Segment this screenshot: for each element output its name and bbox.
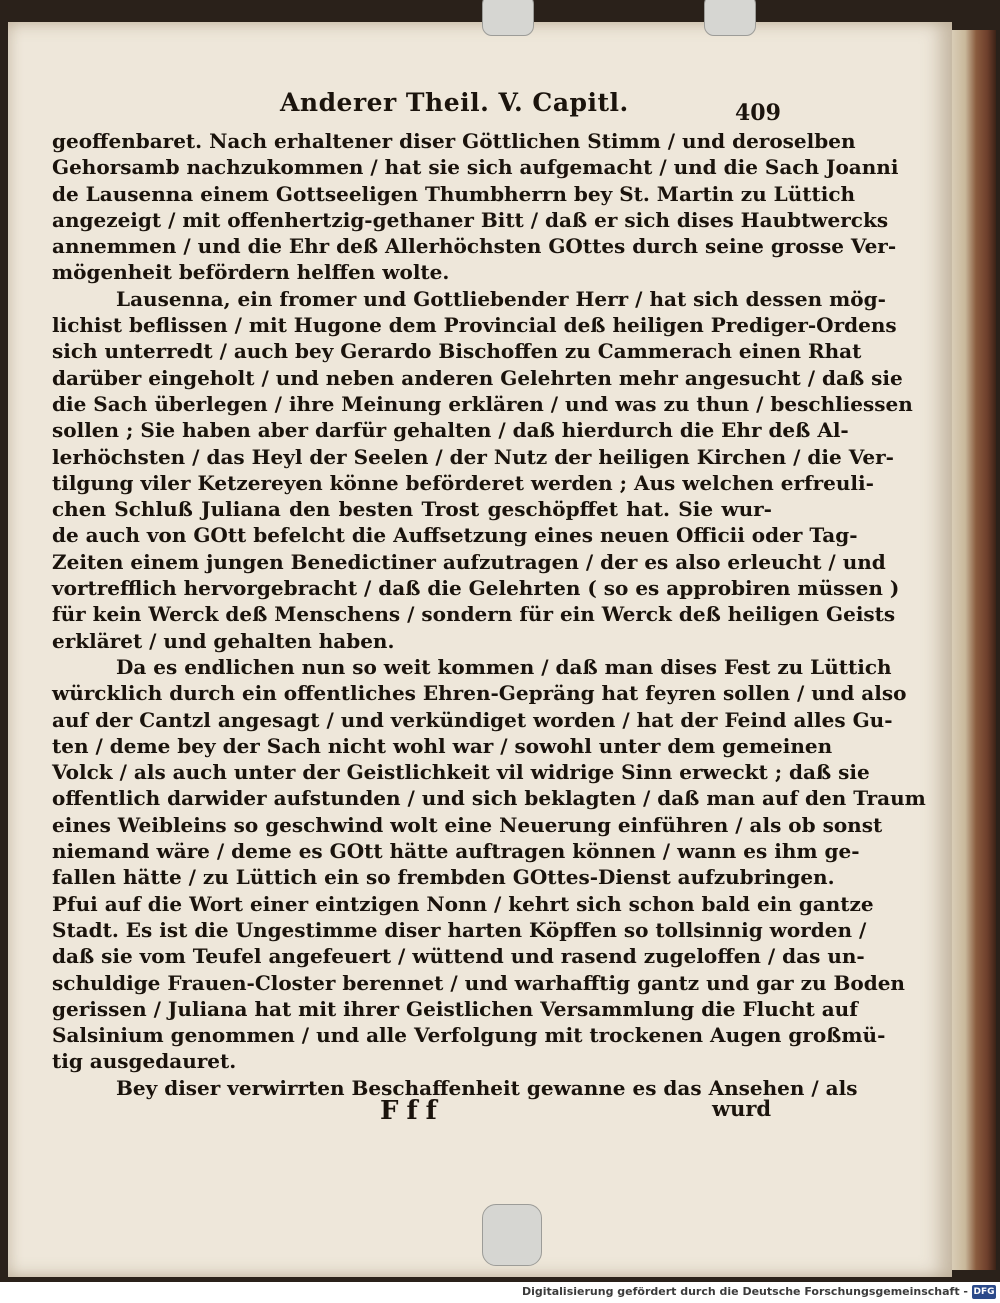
- text-line: darüber eingeholt / und neben anderen Gelehrten mehr angesucht / daß sie: [52, 365, 903, 390]
- text-line: angezeigt / mit offenhertzig-gethaner Bitt / daß er sich dises Haubtwercks: [52, 207, 889, 232]
- digitization-footer: [0, 1282, 1000, 1303]
- text-line: erkläret / und gehalten haben.: [52, 628, 395, 653]
- text-line: fallen hätte / zu Lüttich ein so frembden GOttes-Dienst aufzubringen.: [52, 865, 835, 890]
- text-line: gerissen / Juliana hat mit ihrer Geistlichen Versammlung die Flucht auf: [52, 996, 858, 1021]
- page-clip-bottom: [482, 1204, 542, 1266]
- text-line: tilgung viler Ketzereyen könne beförderet werden ; Aus welchen erfreuli-: [52, 470, 874, 495]
- dfg-logo: DFG: [973, 1287, 995, 1297]
- text-line: Bey diser verwirrten Beschaffenheit gewanne es das Ansehen / als: [116, 1075, 858, 1100]
- text-line: Gehorsamb nachzukommen / hat sie sich aufgemacht / und die Sach Joanni: [52, 155, 899, 180]
- text-line: für kein Werck deß Menschens / sondern für ein Werck deß heiligen Geists: [52, 602, 896, 627]
- text-line: Zeiten einem jungen Benedictiner aufzutragen / der es also erleucht / und: [52, 549, 886, 574]
- funding-credit: Digitalisierung gefördert durch die Deutsche Forschungsgemeinschaft -: [521, 1285, 968, 1298]
- text-line: vortrefflich hervorgebracht / daß die Gelehrten ( so es approbiren müssen ): [52, 576, 900, 601]
- text-line: Stadt. Es ist die Ungestimme diser harten Köpffen so tollsinnig worden /: [52, 917, 867, 942]
- page-clip-left: [482, 0, 534, 36]
- text-line: de Lausenna einem Gottseeligen Thumbherrn bey St. Martin zu Lüttich: [52, 181, 856, 206]
- book-edge: [952, 30, 996, 1270]
- catchword: wurd: [712, 1096, 772, 1121]
- text-line: würcklich durch ein offentliches Ehren-Gepräng hat feyren sollen / und also: [52, 681, 907, 706]
- text-line: lichist beflissen / mit Hugone dem Provincial deß heiligen Prediger-Ordens: [52, 313, 897, 338]
- text-line: lerhöchsten / das Heyl der Seelen / der Nutz der heiligen Kirchen / die Ver-: [52, 444, 894, 469]
- text-line: sich unterredt / auch bey Gerardo Bischoffen zu Cammerach einen Rhat: [52, 339, 862, 364]
- text-line: niemand wäre / deme es GOtt hätte auftragen können / wann es ihm ge-: [52, 839, 860, 864]
- text-line: daß sie vom Teufel angefeuert / wüttend und rasend zugeloffen / das un-: [52, 944, 865, 969]
- text-line: die Sach überlegen / ihre Meinung erklären / und was zu thun / beschliessen: [52, 391, 913, 416]
- text-line: Pfui auf die Wort einer eintzigen Nonn / kehrt sich schon bald ein gantze: [52, 891, 874, 916]
- text-line: mögenheit befördern helffen wolte.: [52, 260, 450, 285]
- text-line: Salsinium genommen / und alle Verfolgung mit trockenen Augen großmü-: [52, 1023, 886, 1048]
- text-line: offentlich darwider aufstunden / und sich beklagten / daß man auf den Traum: [52, 786, 926, 811]
- text-line: annemmen / und die Ehr deß Allerhöchsten GOttes durch seine grosse Ver-: [52, 234, 897, 259]
- text-line: Lausenna, ein fromer und Gottliebender Herr / hat sich dessen mög-: [116, 286, 886, 311]
- text-line: tig ausgedauret.: [52, 1049, 237, 1074]
- page-clip-right: [704, 0, 756, 36]
- text-line: eines Weibleins so geschwind wolt eine Neuerung einführen / als ob sonst: [52, 812, 883, 837]
- running-head: Anderer Theil. V. Capitl.: [280, 88, 629, 117]
- text-line: sollen ; Sie haben aber darfür gehalten / daß hierdurch die Ehr deß Al-: [52, 418, 849, 443]
- signature-mark: Fff: [380, 1096, 445, 1126]
- page-number: 409: [735, 100, 781, 126]
- text-line: Da es endlichen nun so weit kommen / daß man dises Fest zu Lüttich: [116, 654, 892, 679]
- body-text: [52, 128, 926, 1101]
- text-line: schuldige Frauen-Closter berennet / und warhafftig gantz und gar zu Boden: [52, 970, 905, 995]
- text-line: de auch von GOtt befelcht die Auffsetzung eines neuen Officii oder Tag-: [52, 523, 858, 548]
- text-line: chen Schluß Juliana den besten Trost geschöpffet hat. Sie wur-: [52, 497, 772, 522]
- text-line: ten / deme bey der Sach nicht wohl war / sowohl unter dem gemeinen: [52, 733, 833, 758]
- text-line: Volck / als auch unter der Geistlichkeit vil widrige Sinn erweckt ; daß sie: [52, 760, 870, 785]
- text-line: geoffenbaret. Nach erhaltener diser Göttlichen Stimm / und deroselben: [52, 129, 856, 153]
- text-line: auf der Cantzl angesagt / und verkündiget worden / hat der Feind alles Gu-: [52, 707, 893, 732]
